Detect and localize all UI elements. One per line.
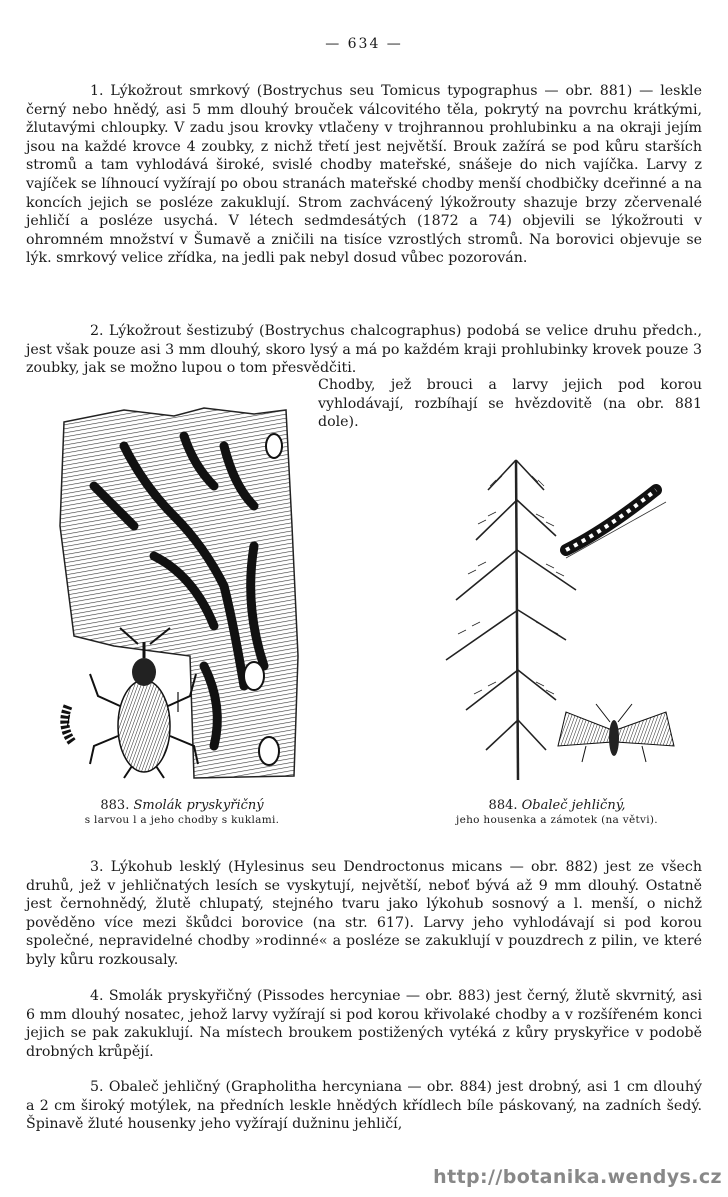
paragraph-5: 5. Obaleč jehličný (Grapholitha hercyniana — obr. 884) jest drobný, asi 1 cm dlouhý a 2 cm široký motýlek, na předních leskle hnědých křídlech bíle páskovaný, na zadních šedý. Špinavě žluté housenky jeho vyžírají dužninu jehličí, — [26, 1079, 702, 1133]
caterpillar — [566, 490, 666, 558]
bark-beetle-engraving — [54, 406, 312, 782]
spruce-branch — [446, 460, 576, 780]
figure-884-title: Obaleč jehličný, — [521, 798, 626, 813]
figure-884-illustration — [416, 450, 686, 784]
spruce-moth-engraving — [416, 450, 686, 784]
figure-883-caption — [66, 798, 298, 828]
paragraph-2: 2. Lýkožrout šestizubý (Bostrychus chalcographus) podobá se velice druhu předch., jest však pouze asi 3 mm dlouhý, skoro lysý a má po každém kraji prohlubinky krovek pouze 3 zoubky, jak se možno lupou o tom přesvědčiti. — [26, 323, 702, 377]
paragraph-2-continued: Chodby, jež brouci a larvy jejich pod korou vyhlodávají, rozbíhají se hvězdovitě (na obr. 881 dole). — [318, 377, 702, 431]
figure-883-number: 883. — [100, 798, 130, 813]
figure-884-subtitle: jeho housenka a zámotek (na větvi). — [456, 814, 658, 826]
paragraph-4: 4. Smolák pryskyřičný (Pissodes hercyniae — obr. 883) jest černý, žlutě skvrnitý, asi 6 mm dlouhý nosatec, jehož larvy vyžírají si pod korou křivolaké chodby a v rozšířeném konci jejich se pak zakuklují. Na místech broukem postižených vytéká z kůry pryskyřice v podobě drobných krůpějí. — [26, 988, 702, 1060]
moth — [558, 704, 674, 762]
paragraph-1: 1. Lýkožrout smrkový (Bostrychus seu Tomicus typographus — obr. 881) — leskle černý nebo hnědý, asi 5 mm dlouhý brouček válcovitého těla, pokrytý na povrchu krátkými, žlutavými chloupky. V zadu jsou krovky vtlačeny v trojhrannou prohlubinku a na okraji jejím jsou na každé krovce 4 zoubky, z nichž třetí jest největší. Brouk zažírá se pod kůru starších stromů a tam vyhlodává široké, svislé chodby mateřské, snášeje do nich vajíčka. Larvy z vajíček se líhnoucí vyžírají po obou stranách mateřské chodby menší chodbičky dceřinné a na koncích jejich se posléze zakuklují. Strom zachvácený lýkožrouty shazuje brzy zčervenalé jehličí a posléze usychá. V létech sedmdesátých (1872 a 74) objevili se lýkožrouti v ohromném množství v Šumavě a zničili na tisíce vzrostlých stromů. Na borovici objevuje se lýk. smrkový velice zřídka, na jedli pak nebyl dosud vůbec pozorován. — [26, 83, 702, 267]
page-number: — 634 — — [325, 36, 403, 52]
larva-label: l — [66, 713, 71, 730]
figure-883-subtitle: s larvou l a jeho chodby s kuklami. — [84, 814, 280, 826]
figure-884-caption — [432, 798, 682, 828]
figure-884-number: 884. — [488, 798, 518, 813]
source-url-watermark: http://botanika.wendys.cz — [433, 1166, 722, 1188]
figure-883-title: Smolák pryskyřičný — [133, 798, 264, 813]
figure-883-illustration — [54, 406, 312, 782]
paragraph-3: 3. Lýkohub lesklý (Hylesinus seu Dendroctonus micans — obr. 882) jest ze všech druhů, jež v jehličnatých lesích se vyskytují, největší, neboť bývá až 9 mm dlouhý. Ostatně jest černohnědý, žlutě chlupatý, stejného tvaru jako lýkohub sosnový a l. menší, o nichž pověděno více mezi škůdci borovice (na str. 617). Larvy jeho vyhlodávají si pod korou společné, nepravidelné chodby »rodinné« a posléze se zakuklují v pouzdrech z pilin, ve které byly kůru rozkousaly. — [26, 859, 702, 968]
